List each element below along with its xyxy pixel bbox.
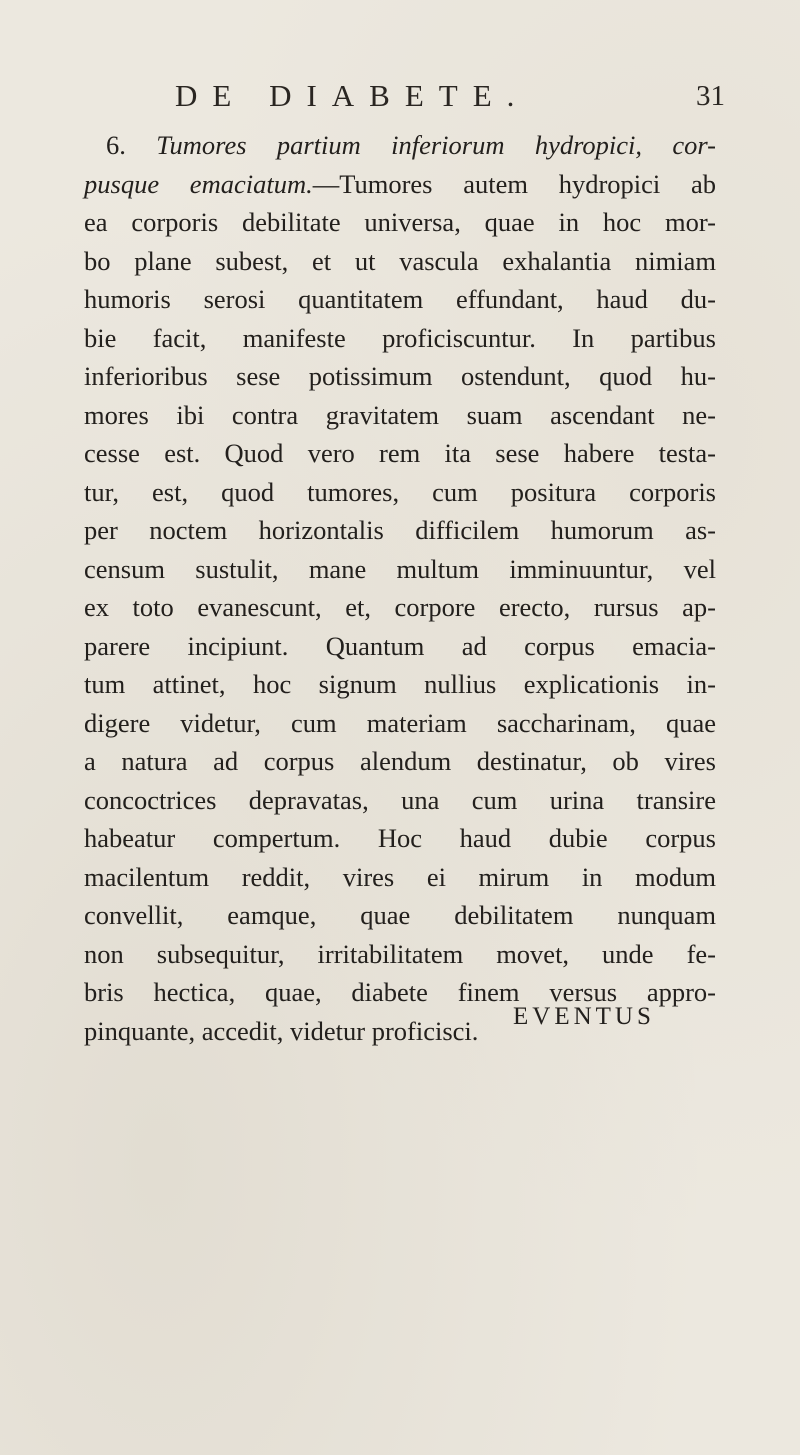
text-line: digere videtur, cum materiam saccharinam, quae: [84, 707, 716, 738]
section-heading-cont: pusque emaciatum.: [84, 168, 313, 199]
section-heading: Tumores partium inferiorum hydropici, cor-: [156, 130, 716, 160]
text-line: inferioribus sese potissimum ostendunt, quod hu-: [84, 361, 716, 391]
text-line: tum attinet, hoc signum nullius explicationis in-: [84, 669, 716, 699]
text-line: concoctrices depravatas, una cum urina transire: [84, 784, 716, 815]
page-number: 31: [696, 80, 725, 112]
section-number: 6.: [106, 130, 126, 160]
text-line: habeatur compertum. Hoc haud dubie corpus: [84, 823, 716, 853]
text-line: per noctem horizontalis difficilem humorum as-: [84, 515, 716, 545]
body-paragraph: [84, 126, 716, 1050]
running-title: DE DIABETE.: [175, 78, 530, 113]
text-line: a natura ad corpus alendum destinatur, ob vires: [84, 746, 716, 776]
text-line: censum sustulit, mane multum imminuuntur, vel: [84, 553, 716, 584]
text-line: cesse est. Quod vero rem ita sese habere testa-: [84, 438, 716, 468]
page-header: [175, 78, 725, 118]
catchword: EVENTUS: [513, 1003, 655, 1030]
text-line: convellit, eamque, quae debilitatem nunquam: [84, 900, 716, 930]
text-line: tur, est, quod tumores, cum positura corporis: [84, 476, 716, 507]
text-line: non subsequitur, irritabilitatem movet, unde fe-: [84, 938, 716, 969]
text-line: pinquante, accedit, videtur proficisci.: [84, 1015, 479, 1046]
text-line: parere incipiunt. Quantum ad corpus emacia-: [84, 630, 716, 661]
text-line: ea corporis debilitate universa, quae in hoc mor-: [84, 207, 716, 237]
text-line: bie facit, manifeste proficiscuntur. In partibus: [84, 322, 716, 353]
text-line: humoris serosi quantitatem effundant, haud du-: [84, 284, 716, 314]
text-line: macilentum reddit, vires ei mirum in modum: [84, 861, 716, 892]
text-line: ex toto evanescunt, et, corpore erecto, rursus ap-: [84, 592, 716, 622]
text-line: bris hectica, quae, diabete finem versus appro-: [84, 977, 716, 1007]
text-line: bo plane subest, et ut vascula exhalantia nimiam: [84, 245, 716, 276]
text-line: mores ibi contra gravitatem suam ascendant ne-: [84, 399, 716, 430]
text-line: [84, 126, 716, 165]
text-line: pusque emaciatum.—Tumores autem hydropici ab: [84, 168, 717, 199]
